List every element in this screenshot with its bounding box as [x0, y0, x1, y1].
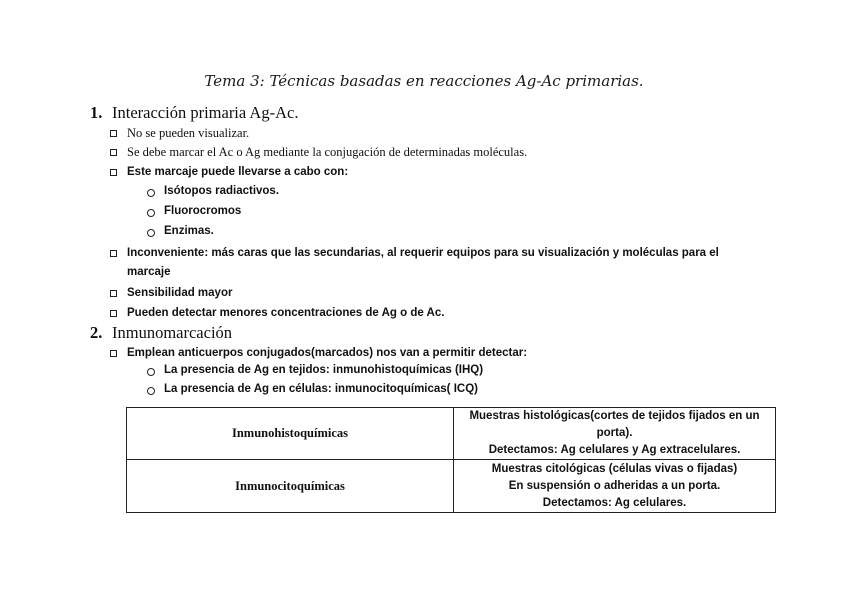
table-cell-line: Muestras citológicas (células vivas o fijadas) — [491, 462, 738, 475]
square-bullet-icon — [110, 130, 117, 137]
sub-list-item-text: Isótopos radiactivos. — [164, 185, 280, 197]
table-cell-line: Detectamos: Ag celulares. — [542, 496, 687, 509]
list-item-text: Este marcaje puede llevarse a cabo con: — [127, 166, 349, 178]
section-1-heading — [90, 103, 298, 123]
list-item-text: Emplean anticuerpos conjugados(marcados) nos van a permitir detectar: — [127, 347, 528, 359]
comparison-table — [126, 407, 776, 513]
table-row — [127, 460, 776, 513]
square-bullet-icon — [110, 290, 117, 297]
list-item-text: Sensibilidad mayor — [127, 287, 233, 299]
table-cell-description — [454, 408, 776, 460]
table-cell-description — [454, 460, 776, 513]
square-bullet-icon — [110, 149, 117, 156]
sub-list-item-text: La presencia de Ag en tejidos: inmunohistoquímicas (IHQ) — [164, 364, 484, 376]
section-1-title: Interacción primaria Ag-Ac. — [112, 103, 299, 122]
section-2-heading — [90, 323, 232, 343]
square-bullet-icon — [110, 250, 117, 257]
table-cell-line: Detectamos: Ag celulares y Ag extracelulares. — [488, 444, 741, 456]
square-bullet-icon — [110, 310, 117, 317]
circle-bullet-icon — [147, 387, 155, 395]
sub-list-item-text: Fluorocromos — [164, 205, 242, 217]
circle-bullet-icon — [147, 189, 155, 197]
section-1-number: 1. — [90, 103, 103, 122]
list-item-text: Inconveniente: más caras que las secundarias, al requerir equipos para su visualización y moléculas para el marcaje — [127, 247, 719, 278]
page-title: Tema 3: Técnicas basadas en reacciones Ag-Ac primarias. — [204, 72, 644, 90]
table-cell-label: Inmunohistoquímicas — [127, 408, 454, 460]
square-bullet-icon — [110, 350, 117, 357]
table-cell-line: Muestras histológicas(cortes de tejidos fijados en un porta). — [469, 410, 760, 439]
section-2-number: 2. — [90, 323, 103, 342]
circle-bullet-icon — [147, 368, 155, 376]
sub-list-item-text: La presencia de Ag en células: inmunocitoquímicas( ICQ) — [164, 383, 478, 395]
table-cell-label: Inmunocitoquímicas — [127, 460, 454, 513]
list-item-text: Pueden detectar menores concentraciones de Ag o de Ac. — [127, 307, 445, 319]
sub-list-item-text: Enzimas. — [164, 225, 214, 237]
list-item-text: Se debe marcar el Ac o Ag mediante la conjugación de determinadas moléculas. — [127, 145, 528, 159]
section-2-title: Inmunomarcación — [112, 323, 233, 342]
circle-bullet-icon — [147, 209, 155, 217]
square-bullet-icon — [110, 169, 117, 176]
table-cell-line: En suspensión o adheridas a un porta. — [508, 479, 721, 492]
circle-bullet-icon — [147, 229, 155, 237]
table-row — [127, 408, 776, 460]
list-item-text: No se pueden visualizar. — [127, 126, 250, 140]
